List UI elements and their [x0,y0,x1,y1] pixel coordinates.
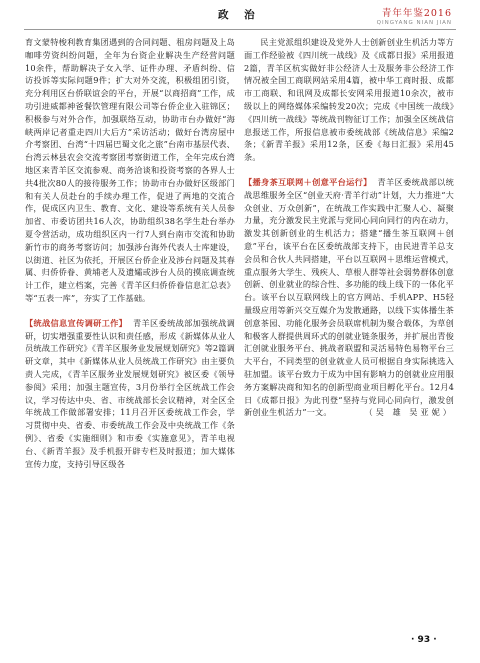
left-paragraph: 育文蒙特梭利教育集团遇到的合同问题、租房问题及上岛咖啡劳资纠纷问题，全年为台资企业解决生产经营问题10余件，帮助解决子女入学、证件办理、矛盾纠纷、信访投诉等实际问题9件；扩大对外交流，积极组团引资，充分利用区台侨联谊会的平台，开展“以商招商”工作，成功引进威都神爸餐饮管理有限公司等台侨企业入驻锦区；积极参与对外合作，加强联络互动，协助市台办做好“海峡两岸记者重走四川大后方”采访活动；做好台湾房屋中介考察团、台湾“十四届巴蜀文化之旅”台南市基层代表、台湾云林县农会交流考察团考察街道工作，全年完成台湾地区来青羊区交流参观、商务洽谈和投资考察的各界人士共4批次80人的接待服务工作；协助市台办做好区级部门和有关人员赴台的手续办理工作，促进了两地的交流合作，促成区内卫生、教育、文化、建设等系统有关人员参加省、市委访团共16人次，协助组织38名学生赴台举办夏令营活动，成功组织区内一行7人到台南市交流和协助新竹市的商务考察访问；加强涉台海外代表人士库建设，以街道、社区为依托，开展区台侨企业及涉台问题及其春属、归侨侨眷、黄埔老人及遗孀或涉台人员的摸底调查统计工作，建立档案，完善《青羊区归侨侨眷信息汇总表》等“五表一库”，夯实了工作基础。 [25,37,235,303]
yearbook-badge: 青年年鉴2016 [381,8,452,19]
section-internet-platform [244,176,454,419]
header-divider [24,29,456,30]
section-heading: 【统战信息宣传调研工作】 [25,317,128,328]
right-paragraph: 民主党派组织建设及党外人士创新创业生机活力等方面工作经验被《四川统一战线》及《成都日报》采用报道2篇，青羊区杭实做好非公经济人士及服务非公经济工作情况被全国工商联网站采用4篇，被中华工商时报、成都市工商联、和讯网及成都长安网采用报道10余次，被市级以上的网络媒体采编转发20次；完成《中国统一战线》《四川统一战线》等统战刊物征订工作；加强全区统战信息报送工作，所报信息被市委统战部《统战信息》采编2条；《新青羊报》采用12条，区委《每日汇报》采用45条。 [244,37,454,163]
section-title: 政 治 [218,9,261,21]
author-signature: （吴 雄 吴亚妮） [364,407,454,418]
page-header [0,0,480,30]
yearbook-label [377,5,452,26]
yearbook-pinyin: QINGYANG NIAN JIAN [376,20,452,26]
right-column [244,36,454,419]
section-info-publicity [25,317,235,471]
left-column [25,36,235,470]
page-number: · 93 · [411,635,437,645]
section-body: 青羊区委统战部加强统战调研，切实增强重要性认识和责任感，形成《新媒体从业人员统战工作研究》《青羊区服务业发展规划研究》等2篇调研文章，其中《新媒体从业人员统战工作研究》由主要负责人完成，《青羊区服务业发展规划研究》被区委《领导参阅》采用；加强主题宣传，3月份举行全区统战工作会议，学习传达中央、省、市统战部长会议精神，对全区全年统战工作做部署安排；11月召开区委统战工作会，学习贯彻中央、省委、市委统战工作会及中央统战工作《条例》、省委《实施细则》和市委《实施意见》，青羊电视台、《新青羊报》及手机报开辟专栏及时报道；加大媒体宣传力度，支持引导区级各 [25,317,235,469]
section-heading: 【播身茶互联网＋创意平台运行】 [244,176,372,187]
section-body: 青羊区委统战部以统战思维服务全区“创业天府·青羊行动”计划，大力推进“大众创业、万众创新”，在统战工作实践中汇聚人心、凝聚力量，充分激发民主党派与党同心同向同行的内在动力，激发其创新创业的生机活力；搭建“播生茶互联网＋创意”平台，该平台在区委统战部支持下，由民进青羊总支会员和合伙人共同搭建，平台以互联网＋思维运营模式，重点服务大学生、残疾人、草根人群等社会弱势群体创意创新、创业就业的综合性、多功能的线上线下的一体化平台。该平台以互联网线上的官方网站、手机APP、H5轻量级应用等新兴交互媒介为发散通路，以线下实体播生茶创意茶园、功能化服务会员联席机制为聚合载体，为草创和极客人群提供周环式的创就业链条服务，并扩展出青俊汇创就业服务平台、挑战者联盟和灵活易特色易物平台三大平台，不同类型的创业就业人员可根据自身实际挑选入驻加盟。该平台致力于成为中国有影响力的创就业应用服务方案解决商和知名的创新型商业项目孵化平台。12月4日《成都日报》为此刊登“坚持与党同心同向行，激发创新创业生机活力”一文。 [244,176,454,418]
